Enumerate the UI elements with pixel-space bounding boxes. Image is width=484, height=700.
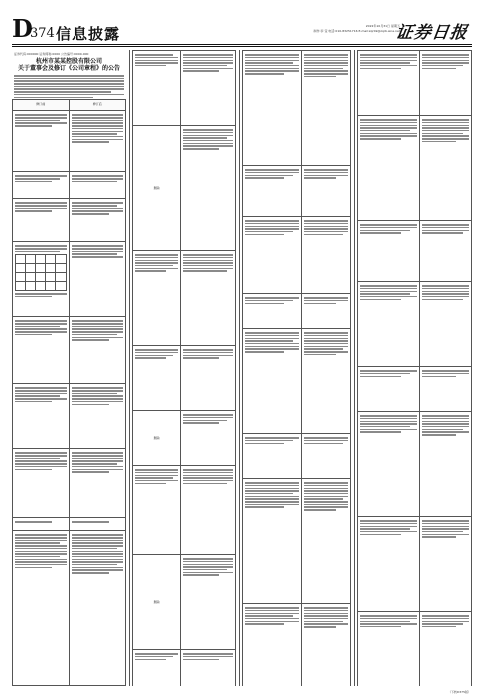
- masthead-meta: [248, 24, 400, 34]
- announcement-header: [12, 52, 126, 72]
- column-1: [12, 50, 126, 686]
- table-cell: [360, 54, 417, 69]
- table-cell: [15, 245, 67, 297]
- table-cell: [422, 615, 469, 627]
- table-cell: [422, 520, 469, 538]
- table-cell: [135, 254, 178, 272]
- embedded-grid: [15, 254, 67, 291]
- row-label-text: 删除: [153, 186, 160, 190]
- revision-table: [242, 50, 351, 686]
- announcement-title: 关于董事会及修订《公司章程》的公告: [17, 65, 120, 72]
- table-cell: [245, 332, 299, 352]
- table-cell: [72, 245, 124, 257]
- table-cell: [15, 452, 67, 470]
- table-cell: [245, 54, 299, 74]
- column-divider: [354, 50, 355, 686]
- newspaper-logo: 证券日报: [394, 23, 470, 43]
- column-4: [357, 50, 472, 686]
- table-cell: [422, 415, 469, 435]
- table-cell: [245, 297, 299, 304]
- table-cell: [15, 521, 67, 523]
- column-3: [242, 50, 351, 686]
- table-cell: [15, 114, 67, 126]
- table-cell: [72, 452, 124, 472]
- table-cell: [360, 119, 417, 139]
- table-cell: [183, 558, 233, 576]
- row-label: [133, 126, 181, 251]
- page-number: 374: [30, 26, 55, 41]
- table-cell: [304, 297, 348, 304]
- row-label-text: 删除: [153, 436, 160, 440]
- continuation-note: （下转D375版）: [447, 690, 471, 694]
- table-cell: [72, 202, 124, 214]
- table-cell: [245, 220, 299, 235]
- table-cell: [183, 54, 233, 72]
- table-cell: [360, 224, 417, 234]
- editor-contact: 制作:李 莹 电话:010-83251716 E-mail:zqrb9@zqrb.sina.net: [313, 29, 400, 33]
- table-cell: [183, 653, 233, 660]
- table-cell: [72, 320, 124, 340]
- table-cell: [245, 169, 299, 179]
- table-cell: [135, 653, 178, 660]
- table-cell: [15, 175, 67, 182]
- table-cell: [422, 370, 469, 377]
- table-cell: [72, 114, 124, 142]
- table-cell: [304, 607, 348, 627]
- column-2: [132, 50, 236, 686]
- table-cell: [304, 482, 348, 510]
- row-label-text: 删除: [153, 600, 160, 604]
- revision-table: [357, 50, 472, 686]
- table-cell: [183, 469, 233, 484]
- table-cell: [72, 534, 124, 573]
- table-cell: [422, 54, 469, 69]
- table-cell: [135, 54, 178, 66]
- table-cell: [245, 437, 299, 444]
- intro-paragraph: [12, 75, 126, 98]
- table-cell: [183, 129, 233, 149]
- table-cell: [183, 254, 233, 272]
- table-cell: [15, 387, 67, 402]
- table-cell: [304, 220, 348, 235]
- table-cell: [245, 482, 299, 508]
- table-cell: [360, 285, 417, 300]
- table-cell: [304, 437, 348, 444]
- table-cell: [360, 370, 417, 377]
- row-label: [133, 411, 181, 466]
- table-cell: [135, 469, 178, 484]
- table-cell: [135, 349, 178, 359]
- table-cell: [422, 119, 469, 142]
- column-divider: [129, 50, 130, 686]
- masthead-rule-bottom: [12, 46, 472, 47]
- revision-table: [12, 99, 126, 686]
- table-cell: [304, 169, 348, 179]
- table-cell: [422, 285, 469, 300]
- table-cell: [72, 175, 124, 182]
- masthead-rule-top: [12, 44, 472, 45]
- table-cell: [360, 615, 417, 627]
- column-divider: [239, 50, 240, 686]
- issue-date: 2022年10月31日 星期五: [365, 24, 400, 28]
- row-label: [133, 555, 181, 650]
- section-title: 信息披露: [56, 25, 121, 43]
- stock-code-line: 证券代码:000000 证券简称:0000 公告编号:0000-000: [14, 52, 89, 56]
- table-cell: [15, 202, 67, 212]
- table-cell: [245, 607, 299, 625]
- table-cell: [183, 349, 233, 359]
- company-name: 杭州市某某控股有限公司: [35, 58, 102, 65]
- revision-table: [132, 50, 236, 686]
- table-cell: [360, 520, 417, 535]
- table-cell: [422, 224, 469, 234]
- masthead: [12, 14, 472, 44]
- table-cell: [304, 332, 348, 355]
- table-cell: [183, 414, 233, 424]
- table-cell: [72, 387, 124, 405]
- table-cell: [15, 534, 67, 568]
- header-before: 修订前: [13, 100, 70, 111]
- table-cell: [15, 320, 67, 335]
- table-cell: [304, 54, 348, 77]
- section-letter: D: [12, 14, 33, 43]
- header-after: 修订后: [69, 100, 126, 111]
- table-cell: [72, 521, 124, 523]
- table-cell: [360, 415, 417, 433]
